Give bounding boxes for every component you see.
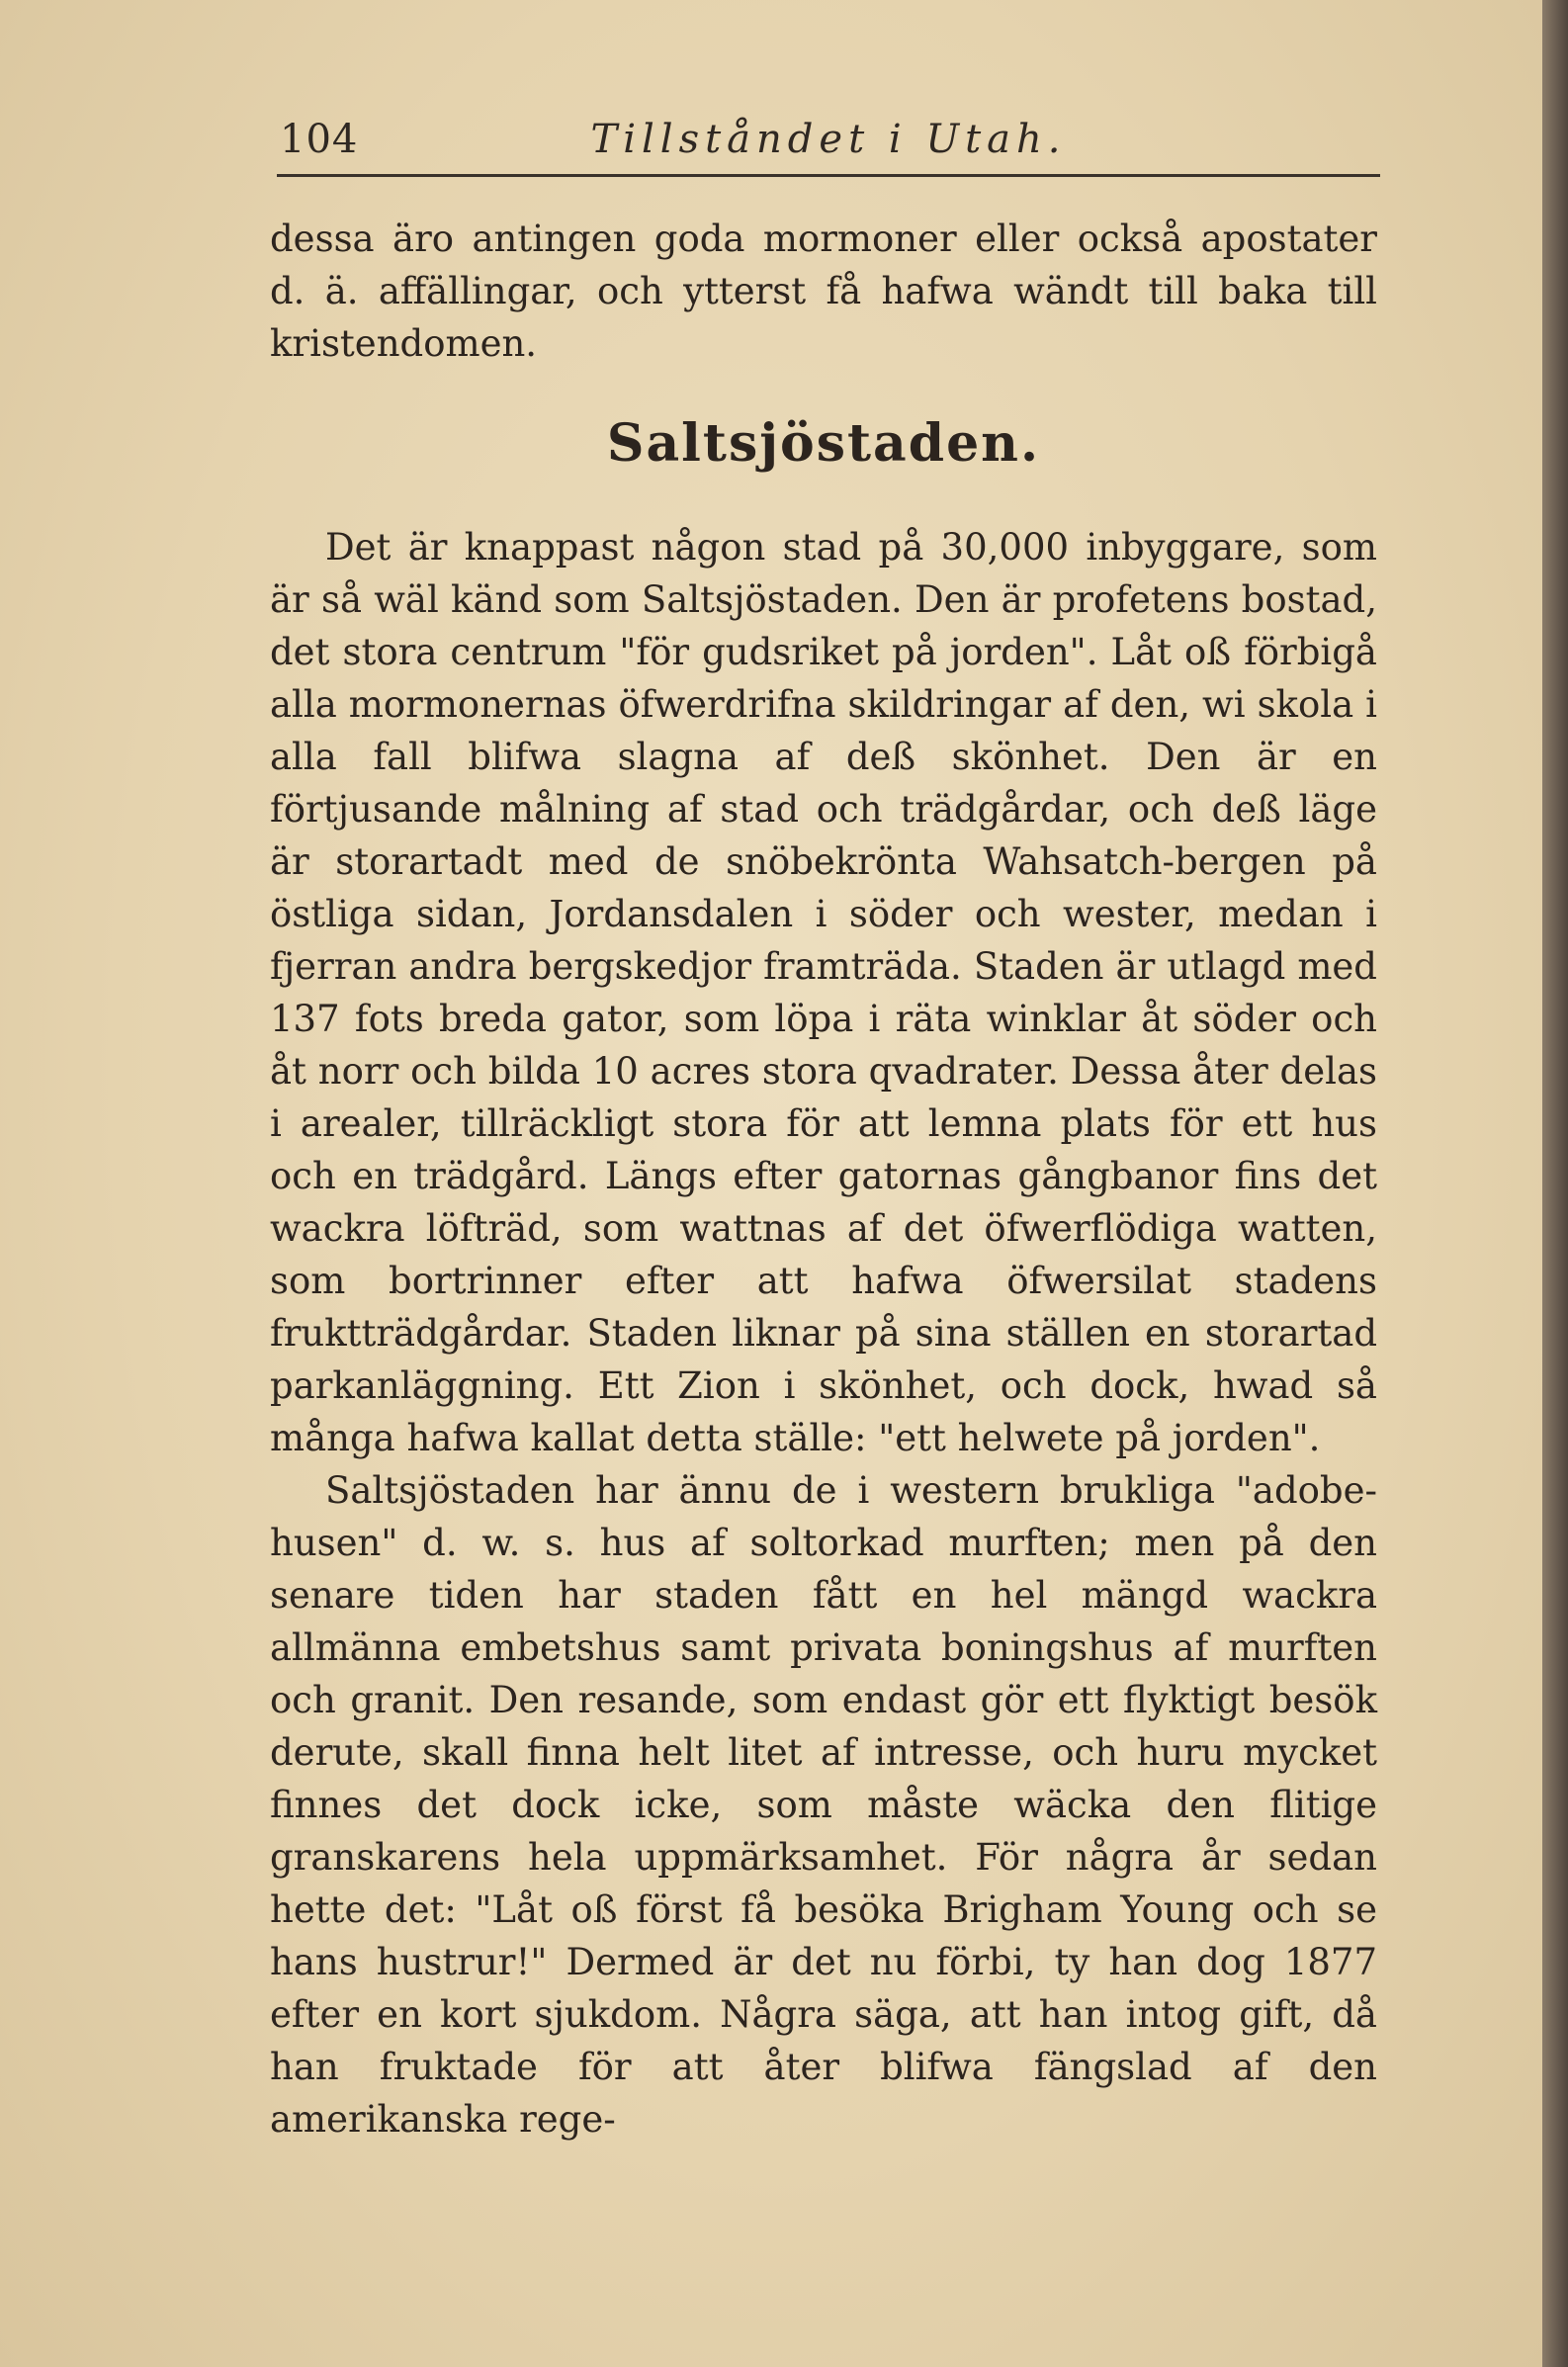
paragraph-2: Saltsjöstaden har ännu de i western brukliga "adobe-husen" d. w. s. hus af soltorkad murften; men på den senare tiden har staden fått en hel mängd wackra allmänna embetshus samt privata boningshus af murften och granit. Den resande, som endast gör ett flyktigt besök derute, skall finna helt litet af intresse, och huru mycket finnes det dock icke, som måste wäcka den flitige granskarens hela uppmärksamhet. För några år sedan hette det: "Låt oß först få besöka Brigham Young och se hans hustrur!" Dermed är det nu förbi, ty han dog 1877 efter en kort sjukdom. Några säga, att han intog gift, då han fruktade för att åter blifwa fängslad af den amerikanska rege- xyxy=(270,1469,1377,2141)
page-number: 104 xyxy=(280,117,359,162)
paragraph-1: Det är knappast någon stad på 30,000 inbyggare, som är så wäl känd som Saltsjöstaden. Den är profetens bostad, det stora centrum "för gudsriket på jorden". Låt oß förbigå alla mormonernas öfwerdrifna skildringar af den, wi skola i alla fall blifwa slagna af deß skönhet. Den är en förtjusande målning af stad och trädgårdar, och deß läge är storartadt med de snöbekrönta Wahsatch-bergen på östliga sidan, Jordansdalen i söder och wester, medan i fjerran andra bergskedjor framträda. Staden är utlagd med 137 fots breda gator, som löpa i räta winklar åt söder och åt norr och bilda 10 acres stora qvadrater. Dessa åter delas i arealer, tillräckligt stora för att lemna plats för ett hus och en trädgård. Längs efter gatornas gångbanor fins det wackra löfträd, som wattnas af det öfwerflödiga watten, som bortrinner efter att hafwa öfwersilat stadens fruktträdgårdar. Staden liknar på sina ställen en storartad parkanläggning. Ett Zion i skönhet, och dock, hwad så många hafwa kallat detta ställe: "ett helwete på jorden". xyxy=(270,526,1377,1459)
header-rule xyxy=(277,174,1380,177)
section-body xyxy=(270,521,1377,2146)
running-head: Tillståndet i Utah. xyxy=(590,117,1067,162)
intro-paragraph: dessa äro antingen goda mormoner eller också apostater d. ä. affällingar, och ytterst få hafwa wändt till baka till kristendomen. xyxy=(270,218,1377,365)
book-spine-shadow xyxy=(1542,0,1568,2367)
intro-text xyxy=(270,213,1377,370)
section-heading: Saltsjöstaden. xyxy=(606,413,1041,474)
page-header xyxy=(280,117,1377,176)
